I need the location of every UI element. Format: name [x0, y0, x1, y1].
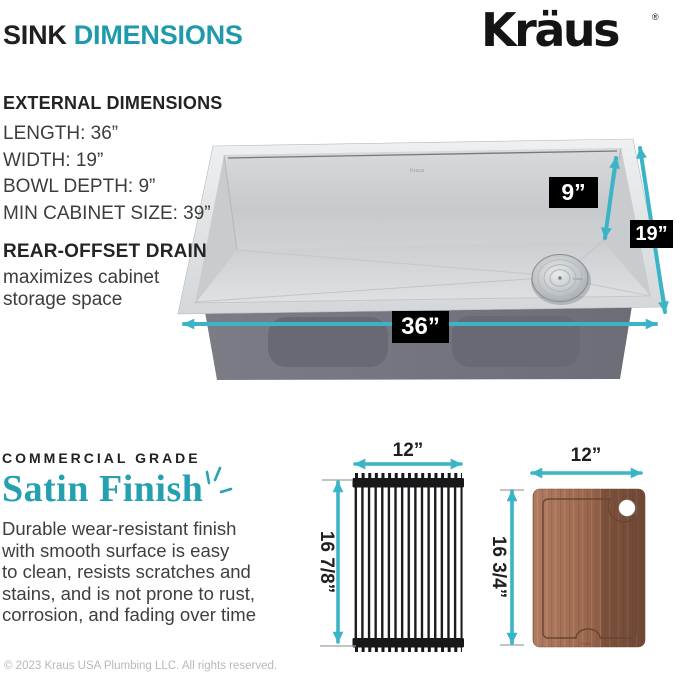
finish-description: [2, 518, 256, 626]
mat-bottom-bar: [353, 638, 465, 648]
badge-width: 19”: [630, 220, 673, 248]
finish-eyebrow: COMMERCIAL GRADE: [2, 450, 201, 466]
finish-body-line: to clean, resists scratches and: [2, 561, 251, 582]
board-etch-logo: Kraus: [581, 641, 592, 646]
board-width-label: 12”: [570, 445, 602, 466]
sink-illustration: [178, 139, 667, 380]
page-title-teal: DIMENSIONS: [73, 20, 243, 50]
finish-body-line: with smooth surface is easy: [2, 539, 230, 561]
drain-feature-section: [3, 241, 207, 311]
spec-length: LENGTH: 36”: [3, 123, 119, 144]
badge-length: 36”: [392, 311, 449, 343]
finish-body-line: corrosion, and fading over time: [2, 604, 256, 625]
finish-body-line: Durable wear-resistant finish: [2, 518, 237, 539]
finish-body-line: stains, and is not prone to rust,: [2, 582, 255, 604]
drain-feature-heading: REAR-OFFSET DRAIN: [3, 241, 207, 262]
brand-registered-mark: ®: [652, 12, 659, 22]
board-hang-hole: [619, 500, 636, 517]
spec-width: WIDTH: 19”: [3, 149, 104, 171]
external-dimensions-section: [3, 93, 223, 227]
mat-width-label: 12”: [392, 440, 424, 461]
spec-min-cabinet: MIN CABINET SIZE: 39”: [3, 202, 211, 224]
sink-etch-logo: Kraus: [410, 168, 425, 174]
external-dimensions-heading: EXTERNAL DIMENSIONS: [3, 93, 223, 113]
copyright-text: © 2023 Kraus USA Plumbing LLC. All rights reserved.: [4, 660, 278, 672]
board-height-label: 16 3/4”: [488, 535, 509, 599]
page-title: [3, 20, 243, 51]
drain-etch-logo: Kraus: [573, 277, 583, 281]
mat-height-label: 16 7/8”: [316, 530, 337, 594]
drain-feature-line1: maximizes cabinet: [3, 267, 160, 288]
badge-bowl-depth: 9”: [549, 177, 598, 208]
finish-title: Satin Finish: [2, 468, 204, 510]
drain-feature-line2: storage space: [3, 289, 123, 310]
page-title-black: SINK: [3, 20, 67, 50]
spec-bowl-depth: BOWL DEPTH: 9”: [3, 176, 156, 197]
finish-section: [2, 450, 256, 626]
brand-logo: Kräus: [481, 3, 618, 57]
mat-top-bar: [353, 478, 465, 488]
